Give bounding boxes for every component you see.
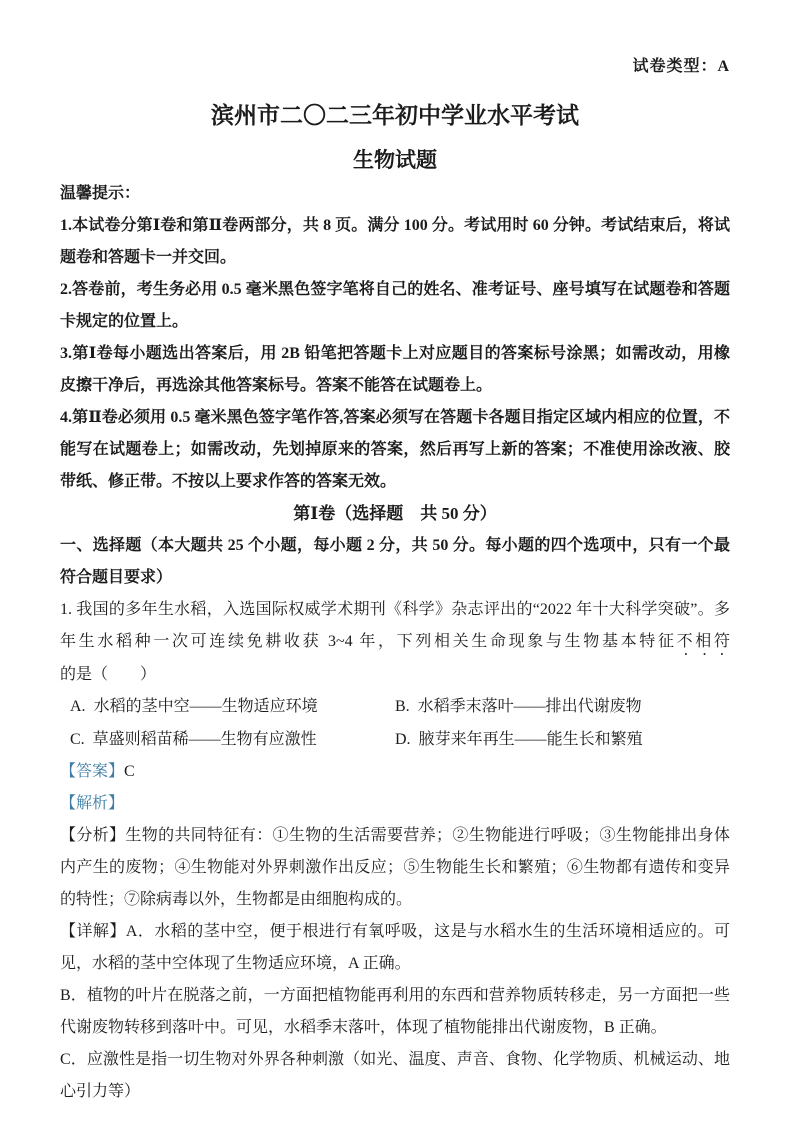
option-d xyxy=(395,724,730,757)
notice-section xyxy=(60,178,730,498)
section-intro: 一、选择题（本大题共 25 个小题，每小题 2 分，共 50 分。每小题的四个选项中，只有一个最符合题目要求） xyxy=(60,537,730,586)
option-d-label: D. xyxy=(395,730,411,748)
notice-item-2: 2.答卷前，考生务必用 0.5 毫米黑色签字笔将自己的姓名、准考证号、座号填写在试题卷和答题卡规定的位置上。 xyxy=(60,281,730,330)
option-c-label: C. xyxy=(70,730,85,748)
exam-title: 滨州市二〇二三年初中学业水平考试 xyxy=(211,103,579,128)
notice-heading: 温馨提示： xyxy=(60,185,141,202)
option-a xyxy=(70,691,395,724)
answer-line xyxy=(60,756,730,788)
option-c-text: 草盛则稻苗稀——生物有应激性 xyxy=(92,730,317,748)
notice-item-4: 4.第Ⅱ卷必须用 0.5 毫米黑色签字笔作答,答案必须写在答题卡各题目指定区域内相应的位置，不能写在试题卷上；如需改动，先划掉原来的答案，然后再写上新的答案；不准使用涂改液、胶带纸、修正带。不按以上要求作答的答案无效。 xyxy=(60,409,730,490)
analysis-tag: 【分析】 xyxy=(60,827,126,844)
option-b-text: 水稻季末落叶——排出代谢废物 xyxy=(417,698,642,715)
explanation-tag: 【解析】 xyxy=(60,795,125,812)
option-c xyxy=(70,724,395,757)
detail-paragraph-c: C．应激性是指一切生物对外界各种刺激（如光、温度、声音、食物、化学物质、机械运动、地心引力等） xyxy=(60,1051,730,1100)
detail-paragraph-a xyxy=(60,916,730,980)
analysis-text: 生物的共同特征有：①生物的生活需要营养；②生物能进行呼吸；③生物能排出身体内产生的废物；④生物能对外界刺激作出反应；⑤生物能生长和繁殖；⑥生物都有遗传和变异的特性；⑦除病毒以外，生物都是由细胞构成的。 xyxy=(60,827,730,908)
question-stem xyxy=(60,594,730,691)
paper-type-label: 试卷类型：A xyxy=(632,58,730,75)
notice-item-1: 1.本试卷分第Ⅰ卷和第Ⅱ卷两部分，共 8 页。满分 100 分。考试用时 60 分钟。考试结束后，将试题卷和答题卡一并交回。 xyxy=(60,217,730,266)
option-a-label: A. xyxy=(70,698,86,715)
question-stem-after: 的是（ ） xyxy=(60,666,157,683)
option-b xyxy=(395,691,730,724)
answer-value: C xyxy=(124,763,135,780)
question-stem-emphasis: 不相符 xyxy=(676,633,730,650)
detail-a-text: A．水稻的茎中空，便于根进行有氧呼吸，这是与水稻水生的生活环境相适应的。可见，水稻的茎中空体现了生物适应环境，A 正确。 xyxy=(60,923,730,972)
section-heading: 第Ⅰ卷（选择题 共 50 分） xyxy=(293,504,497,523)
exam-subtitle: 生物试题 xyxy=(353,148,437,172)
analysis-paragraph xyxy=(60,820,730,916)
question-stem-before: 1. 我国的多年生水稻，入选国际权威学术期刊《科学》杂志评出的“2022 年十大科学突破”。多年生水稻种一次可连续免耕收获 3~4 年，下列相关生命现象与生物基本特征 xyxy=(60,601,730,650)
option-a-text: 水稻的茎中空——生物适应环境 xyxy=(93,698,318,715)
detail-tag: 【详解】 xyxy=(60,923,126,940)
options-grid xyxy=(60,691,730,756)
option-b-label: B. xyxy=(395,698,410,715)
explanation-tag-line xyxy=(60,788,730,820)
document-body xyxy=(60,178,730,1108)
notice-item-3: 3.第Ⅰ卷每小题选出答案后，用 2B 铅笔把答题卡上对应题目的答案标号涂黑；如需改动，用橡皮擦干净后，再选涂其他答案标号。答案不能答在试题卷上。 xyxy=(60,345,730,394)
option-d-text: 腋芽来年再生——能生长和繁殖 xyxy=(418,730,643,748)
detail-paragraph-b: B．植物的叶片在脱落之前，一方面把植物能再利用的东西和营养物质转移走，另一方面把一些代谢废物转移到落叶中。可见，水稻季末落叶，体现了植物能排出代谢废物，B 正确。 xyxy=(60,987,730,1036)
answer-tag: 【答案】 xyxy=(60,763,125,780)
